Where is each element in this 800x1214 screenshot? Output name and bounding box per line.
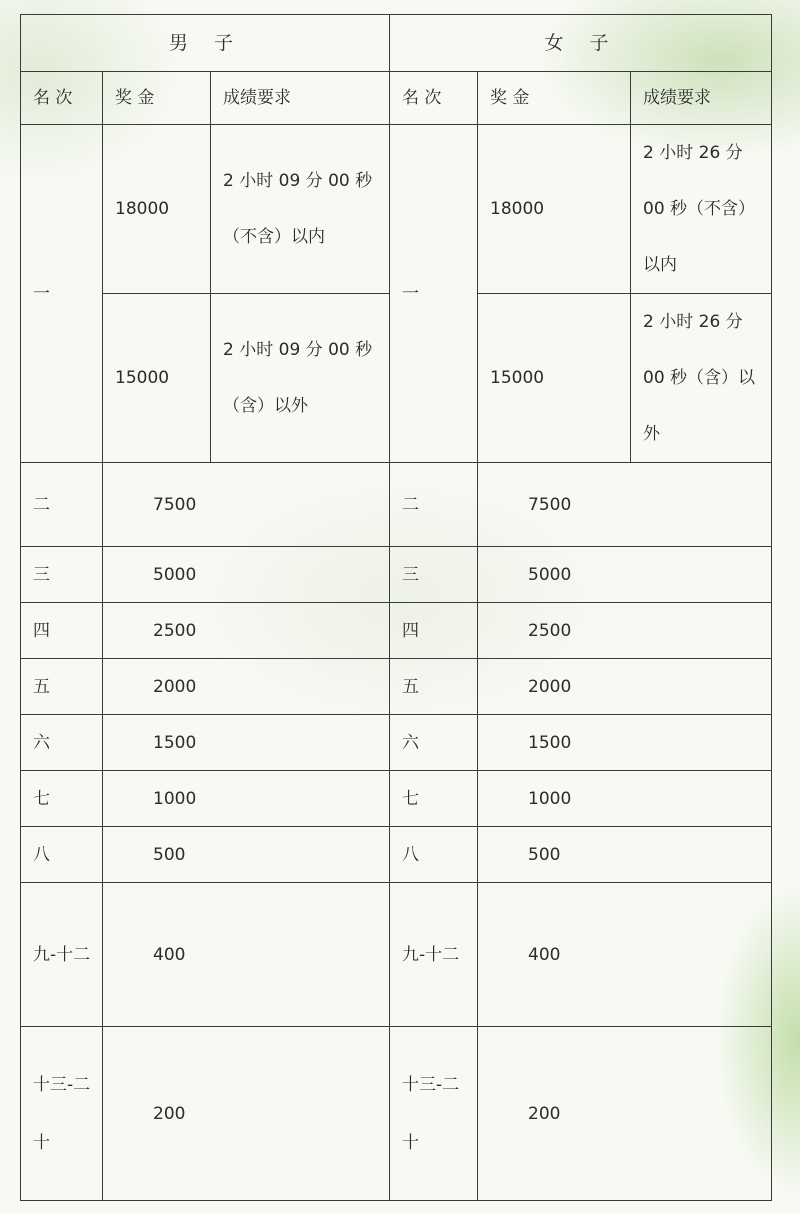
table-row <box>21 827 772 883</box>
men-first-rank: 一 <box>21 125 103 463</box>
men-prize-header: 奖 金 <box>103 72 211 125</box>
men-rank: 二 <box>21 463 103 547</box>
men-rank: 四 <box>21 603 103 659</box>
men-prize: 1000 <box>103 771 390 827</box>
men-first-req-b: 2 小时 09 分 00 秒（含）以外 <box>211 294 390 463</box>
men-prize: 2500 <box>103 603 390 659</box>
men-rank: 七 <box>21 771 103 827</box>
women-first-req-a: 2 小时 26 分 00 秒（不含）以内 <box>631 125 772 294</box>
women-rank-header: 名 次 <box>390 72 478 125</box>
women-rank: 十三-二十 <box>390 1027 478 1201</box>
men-rank: 九-十二 <box>21 883 103 1027</box>
women-prize: 5000 <box>478 547 772 603</box>
men-rank: 三 <box>21 547 103 603</box>
men-prize: 400 <box>103 883 390 1027</box>
women-first-prize-a: 18000 <box>478 125 631 294</box>
men-rank: 六 <box>21 715 103 771</box>
prize-table-container <box>20 14 771 1201</box>
column-header-row <box>21 72 772 125</box>
men-rank: 十三-二十 <box>21 1027 103 1201</box>
men-header: 男 子 <box>21 15 390 72</box>
women-prize: 200 <box>478 1027 772 1201</box>
men-rank-header: 名 次 <box>21 72 103 125</box>
women-rank: 九-十二 <box>390 883 478 1027</box>
women-req-header: 成绩要求 <box>631 72 772 125</box>
men-prize: 500 <box>103 827 390 883</box>
women-first-prize-b: 15000 <box>478 294 631 463</box>
table-row <box>21 883 772 1027</box>
men-rank: 八 <box>21 827 103 883</box>
women-rank: 四 <box>390 603 478 659</box>
women-prize: 400 <box>478 883 772 1027</box>
table-row <box>21 547 772 603</box>
women-prize: 7500 <box>478 463 772 547</box>
table-row <box>21 659 772 715</box>
prize-table <box>20 14 772 1201</box>
first-place-row-a <box>21 125 772 294</box>
men-first-prize-a: 18000 <box>103 125 211 294</box>
table-row <box>21 1027 772 1201</box>
gender-header-row <box>21 15 772 72</box>
men-prize: 7500 <box>103 463 390 547</box>
women-prize: 2500 <box>478 603 772 659</box>
table-row <box>21 715 772 771</box>
women-first-req-b: 2 小时 26 分 00 秒（含）以外 <box>631 294 772 463</box>
women-prize: 2000 <box>478 659 772 715</box>
men-req-header: 成绩要求 <box>211 72 390 125</box>
women-first-rank: 一 <box>390 125 478 463</box>
men-prize: 200 <box>103 1027 390 1201</box>
men-first-req-a: 2 小时 09 分 00 秒（不含）以内 <box>211 125 390 294</box>
women-rank: 五 <box>390 659 478 715</box>
women-header: 女 子 <box>390 15 772 72</box>
women-rank: 三 <box>390 547 478 603</box>
men-prize: 5000 <box>103 547 390 603</box>
women-rank: 六 <box>390 715 478 771</box>
women-prize: 1500 <box>478 715 772 771</box>
women-rank: 七 <box>390 771 478 827</box>
men-prize: 1500 <box>103 715 390 771</box>
table-row <box>21 463 772 547</box>
table-row <box>21 771 772 827</box>
women-prize-header: 奖 金 <box>478 72 631 125</box>
women-rank: 八 <box>390 827 478 883</box>
men-rank: 五 <box>21 659 103 715</box>
men-first-prize-b: 15000 <box>103 294 211 463</box>
women-prize: 1000 <box>478 771 772 827</box>
women-prize: 500 <box>478 827 772 883</box>
men-prize: 2000 <box>103 659 390 715</box>
women-rank: 二 <box>390 463 478 547</box>
table-row <box>21 603 772 659</box>
